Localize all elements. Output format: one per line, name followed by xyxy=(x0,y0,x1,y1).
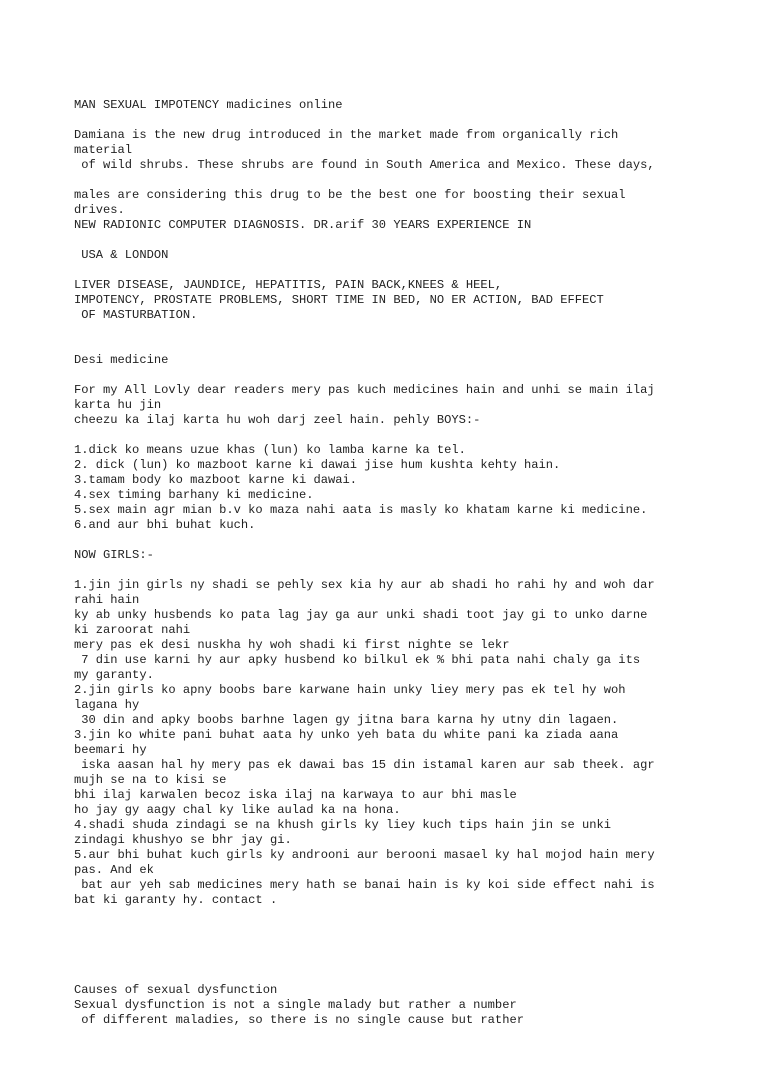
blank-line xyxy=(74,338,734,353)
document-page xyxy=(74,98,734,1028)
blank-line xyxy=(74,923,734,938)
text-line: males are considering this drug to be the best one for boosting their sexual xyxy=(74,188,626,202)
text-line: 4.sex timing barhany ki medicine. xyxy=(74,488,314,502)
text-line: of wild shrubs. These shrubs are found in South America and Mexico. These days, xyxy=(74,158,655,172)
text-line: of different maladies, so there is no single cause but rather xyxy=(74,1013,524,1027)
text-line: zindagi khushyo se bhr jay gi. xyxy=(74,833,292,847)
blank-line xyxy=(74,953,734,968)
text-line: Damiana is the new drug introduced in the market made from organically rich xyxy=(74,128,619,142)
text-line: ho jay gy aagy chal ky like aulad ka na hona. xyxy=(74,803,401,817)
text-line: 4.shadi shuda zindagi se na khush girls ky liey kuch tips hain jin se unki xyxy=(74,818,612,832)
text-line: 30 din and apky boobs barhne lagen gy jitna bara karna hy utny din lagaen. xyxy=(74,713,619,727)
text-line: bat aur yeh sab medicines mery hath se banai hain is ky koi side effect nahi is xyxy=(74,878,655,892)
text-line: 7 din use karni hy aur apky husbend ko bilkul ek % bhi pata nahi chaly ga its xyxy=(74,653,641,667)
text-line: LIVER DISEASE, JAUNDICE, HEPATITIS, PAIN BACK,KNEES & HEEL, xyxy=(74,278,503,292)
text-line: lagana hy xyxy=(74,698,140,712)
text-line: 1.jin jin girls ny shadi se pehly sex kia hy aur ab shadi ho rahi hy and woh dar xyxy=(74,578,655,592)
blank-line xyxy=(74,263,734,278)
text-line: Causes of sexual dysfunction xyxy=(74,983,278,997)
text-line: mery pas ek desi nuskha hy woh shadi ki first nighte se lekr xyxy=(74,638,510,652)
text-line: Sexual dysfunction is not a single malady but rather a number xyxy=(74,998,517,1012)
text-line: 2.jin girls ko apny boobs bare karwane hain unky liey mery pas ek tel hy woh xyxy=(74,683,626,697)
text-line: material xyxy=(74,143,133,157)
blank-line xyxy=(74,908,734,923)
text-line: ki zaroorat nahi xyxy=(74,623,191,637)
text-line: NOW GIRLS:- xyxy=(74,548,154,562)
blank-line xyxy=(74,368,734,383)
text-line: karta hu jin xyxy=(74,398,162,412)
text-line: For my All Lovly dear readers mery pas kuch medicines hain and unhi se main ilaj xyxy=(74,383,655,397)
blank-line xyxy=(74,113,734,128)
blank-line xyxy=(74,968,734,983)
text-line: rahi hain xyxy=(74,593,140,607)
text-line: bat ki garanty hy. contact . xyxy=(74,893,278,907)
text-line: 6.and aur bhi buhat kuch. xyxy=(74,518,256,532)
text-line: 2. dick (lun) ko mazboot karne ki dawai jise hum kushta kehty hain. xyxy=(74,458,561,472)
blank-line xyxy=(74,428,734,443)
text-line: 5.sex main agr mian b.v ko maza nahi aata is masly ko khatam karne ki medicine. xyxy=(74,503,648,517)
text-line: pas. And ek xyxy=(74,863,154,877)
text-line: NEW RADIONIC COMPUTER DIAGNOSIS. DR.arif 30 YEARS EXPERIENCE IN xyxy=(74,218,532,232)
blank-line xyxy=(74,563,734,578)
text-line: OF MASTURBATION. xyxy=(74,308,198,322)
blank-line xyxy=(74,533,734,548)
text-line: iska aasan hal hy mery pas ek dawai bas 15 din istamal karen aur sab theek. agr xyxy=(74,758,655,772)
text-line: MAN SEXUAL IMPOTENCY madicines online xyxy=(74,98,343,112)
text-line: IMPOTENCY, PROSTATE PROBLEMS, SHORT TIME IN BED, NO ER ACTION, BAD EFFECT xyxy=(74,293,604,307)
text-line: cheezu ka ilaj karta hu woh darj zeel hain. pehly BOYS:- xyxy=(74,413,481,427)
text-line: drives. xyxy=(74,203,125,217)
text-line: 5.aur bhi buhat kuch girls ky androoni aur berooni masael ky hal mojod hain mery xyxy=(74,848,655,862)
text-line: 3.tamam body ko mazboot karne ki dawai. xyxy=(74,473,358,487)
text-line: ky ab unky husbends ko pata lag jay ga aur unki shadi toot jay gi to unko darne xyxy=(74,608,648,622)
blank-line xyxy=(74,323,734,338)
text-line: 1.dick ko means uzue khas (lun) ko lamba karne ka tel. xyxy=(74,443,466,457)
text-line: bhi ilaj karwalen becoz iska ilaj na karwaya to aur bhi masle xyxy=(74,788,517,802)
text-line: my garanty. xyxy=(74,668,154,682)
text-line: Desi medicine xyxy=(74,353,169,367)
text-line: USA & LONDON xyxy=(74,248,169,262)
blank-line xyxy=(74,233,734,248)
blank-line xyxy=(74,938,734,953)
blank-line xyxy=(74,173,734,188)
text-line: 3.jin ko white pani buhat aata hy unko yeh bata du white pani ka ziada aana xyxy=(74,728,619,742)
text-line: mujh se na to kisi se xyxy=(74,773,227,787)
text-line: beemari hy xyxy=(74,743,147,757)
